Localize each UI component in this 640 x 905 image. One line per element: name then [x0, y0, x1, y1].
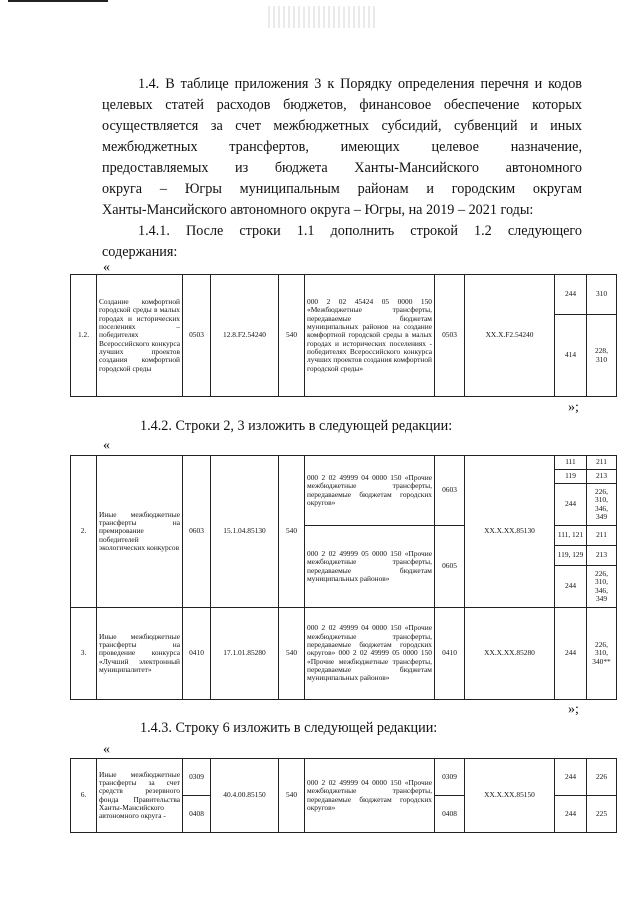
expense-type: 244: [555, 796, 587, 833]
income-code: 000 2 02 49999 04 0000 150 «Прочие межбюджетные трансферты, передаваемые бюджетам городских округов»: [305, 759, 435, 833]
target-code: XX.X.XX.85280: [465, 608, 555, 700]
target-code: 40.4.00.85150: [211, 759, 279, 833]
transfer-type: 540: [279, 608, 305, 700]
expense-type: 119: [555, 470, 587, 484]
text-line: округа – Югры муниципальным районам и городским округам: [102, 181, 582, 197]
kosgu-code: 226, 310, 340**: [587, 608, 617, 700]
text-line: 1.4. В таблице приложения 3 к Порядку определения перечня и кодов: [138, 76, 582, 92]
stamp-mark: [268, 6, 378, 28]
section-code: 0410: [435, 608, 465, 700]
top-rule: [8, 0, 108, 2]
expense-type: 111, 121: [555, 526, 587, 546]
transfer-name: Иные межбюджетные трансферты на проведение конкурса «Лучший электронный муниципалитет»: [97, 608, 183, 700]
row-number: 1.2.: [71, 275, 97, 397]
income-code: 000 2 02 49999 04 0000 150 «Прочие межбюджетные трансферты, передаваемые бюджетам городских округов»: [305, 456, 435, 526]
table-row-6: [70, 758, 617, 833]
transfer-type: 540: [279, 759, 305, 833]
kosgu-code: 211: [587, 526, 617, 546]
section-code: 0309: [183, 759, 211, 796]
expense-type: 244: [555, 484, 587, 526]
expense-type: 244: [555, 275, 587, 315]
text-line: целевых статей расходов бюджетов, финансовое обеспечение которых: [102, 97, 582, 113]
text-line: межбюджетных трансфертов, имеющих целевое назначение,: [102, 139, 582, 155]
kosgu-code: 226, 310, 346, 349: [587, 484, 617, 526]
row-number: 2.: [71, 456, 97, 608]
kosgu-code: 213: [587, 546, 617, 566]
paragraph-1-4-3: 1.4.3. Строку 6 изложить в следующей редакции:: [140, 720, 438, 736]
section-code: 0410: [183, 608, 211, 700]
target-code: 17.1.01.85280: [211, 608, 279, 700]
paragraph-1-4: [102, 74, 582, 221]
transfer-type: 540: [279, 456, 305, 608]
text-line: содержания:: [102, 244, 178, 260]
row-number: 3.: [71, 608, 97, 700]
section-code: 0605: [435, 526, 465, 608]
kosgu-code: 226: [587, 759, 617, 796]
row-number: 6.: [71, 759, 97, 833]
target-code: XX.X.F2.54240: [465, 275, 555, 397]
expense-type: 244: [555, 759, 587, 796]
kosgu-code: 225: [587, 796, 617, 833]
kosgu-code: 211: [587, 456, 617, 470]
expense-type: 119, 129: [555, 546, 587, 566]
open-quote: «: [103, 438, 110, 453]
income-code: 000 2 02 49999 04 0000 150 «Прочие межбюджетные трансферты, передаваемые бюджетам городских округов» 000 2 02 49999 05 0000 150 «Прочие межбюджетные трансферты, передаваемые бюджетам муниципальных районов»: [305, 608, 435, 700]
income-code: 000 2 02 45424 05 0000 150 «Межбюджетные трансферты, передаваемые бюджетам муниципальных районов на создание комфортной городской среды в малых городах и исторических поселениях - победителях Всероссийского конкурса лучших проектов создания комфортной городской среды»: [305, 275, 435, 397]
target-code: XX.X.XX.85130: [465, 456, 555, 608]
section-code: 0603: [435, 456, 465, 526]
section-code: 0408: [183, 796, 211, 833]
target-code: 12.8.F2.54240: [211, 275, 279, 397]
kosgu-code: 213: [587, 470, 617, 484]
paragraph-1-4-1: [102, 221, 582, 263]
target-code: XX.X.XX.85150: [465, 759, 555, 833]
expense-type: 111: [555, 456, 587, 470]
text-line: 1.4.1. После строки 1.1 дополнить строкой 1.2 следующего: [138, 223, 582, 239]
kosgu-code: 228, 310: [587, 315, 617, 397]
expense-type: 244: [555, 608, 587, 700]
income-code: 000 2 02 49999 05 0000 150 «Прочие межбюджетные трансферты, передаваемые бюджетам муниципальных районов»: [305, 526, 435, 608]
transfer-name: Иные межбюджетные трансферты на премирование победителей экологических конкурсов: [97, 456, 183, 608]
table-row-1-2: [70, 274, 617, 397]
text-line: Ханты-Мансийского автономного округа – Югры, на 2019 – 2021 годы:: [102, 202, 534, 218]
section-code: 0309: [435, 759, 465, 796]
open-quote: «: [103, 260, 110, 275]
section-code: 0503: [183, 275, 211, 397]
transfer-name: Создание комфортной городской среды в малых городах и исторических поселениях – победителях Всероссийского конкурса лучших проектов создания комфортной городской среды: [97, 275, 183, 397]
close-quote: »;: [568, 702, 579, 717]
section-code: 0408: [435, 796, 465, 833]
target-code: 15.1.04.85130: [211, 456, 279, 608]
expense-type: 414: [555, 315, 587, 397]
open-quote: «: [103, 742, 110, 757]
table-rows-2-3: [70, 455, 617, 700]
text-line: предоставляемых из бюджета Ханты-Мансийского автономного: [102, 160, 582, 176]
paragraph-1-4-2: 1.4.2. Строки 2, 3 изложить в следующей редакции:: [140, 418, 453, 434]
section-code: 0603: [183, 456, 211, 608]
transfer-name: Иные межбюджетные трансферты за счет средств резервного фонда Правительства Ханты-Мансийского автономного округа -: [97, 759, 183, 833]
kosgu-code: 226, 310, 346, 349: [587, 566, 617, 608]
kosgu-code: 310: [587, 275, 617, 315]
close-quote: »;: [568, 400, 579, 415]
expense-type: 244: [555, 566, 587, 608]
text-line: осуществляется за счет межбюджетных субсидий, субвенций и иных: [102, 118, 582, 134]
section-code: 0503: [435, 275, 465, 397]
transfer-type: 540: [279, 275, 305, 397]
